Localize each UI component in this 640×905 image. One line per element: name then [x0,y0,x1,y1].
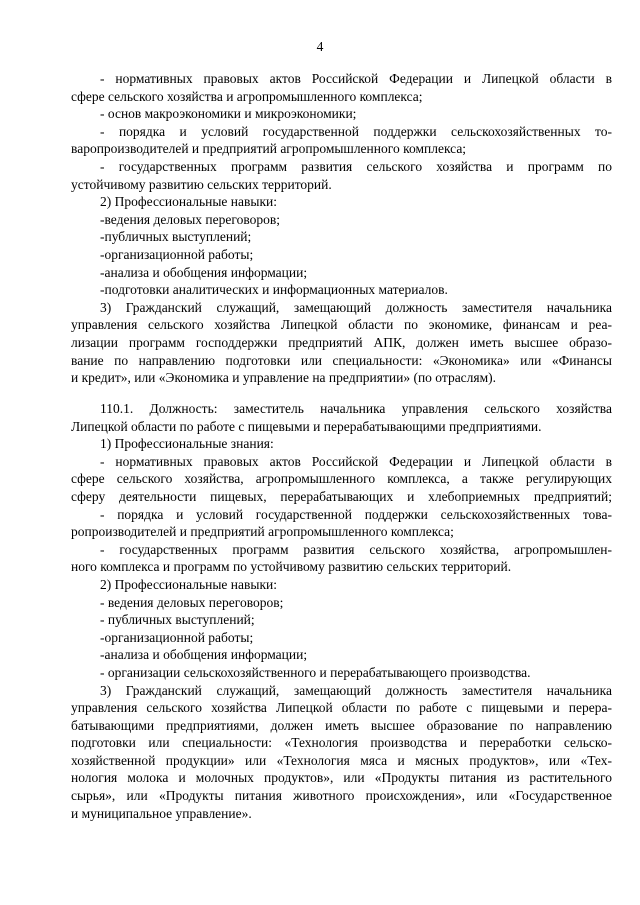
text-line: и муниципальное управление». [71,805,252,821]
text-block-position-110-1 [71,400,612,822]
text-line: хозяйственной продукции» или «Технология мяса и мясных продуктов», или «Тех- [71,752,612,768]
text-line: 1) Профессиональные знания: [100,436,274,452]
text-line: 2) Профессиональные навыки: [100,194,277,210]
text-line: варопроизводителей и предприятий агропромышленного комплекса; [71,141,467,157]
text-line: - государственных программ развития сельского хозяйства, агропромышлен- [100,541,612,557]
text-line: Липецкой области по работе с пищевыми и перерабатывающими предприятиями. [71,418,542,434]
text-line: -организационной работы; [100,246,254,262]
text-line: - основ макроэкономики и микроэкономики; [100,106,357,122]
text-line: сферу деятельности пищевых, перерабатывающих и хлебоприемных предприятий; [71,488,612,504]
text-line: -публичных выступлений; [100,229,252,245]
text-line: -анализа и обобщения информации; [100,647,308,663]
text-line: 3) Гражданский служащий, замещающий должность заместителя начальника [100,299,612,315]
text-block-qualifications-economics [71,70,612,387]
text-line: - нормативных правовых актов Российской Федерации и Липецкой области в [100,453,612,469]
text-line: сфере сельского хозяйства и агропромышленного комплекса; [71,88,423,104]
text-line: -подготовки аналитических и информационных материалов. [100,282,448,298]
text-line: - публичных выступлений; [100,612,255,628]
text-line: и кредит», или «Экономика и управление на предприятии» (по отраслям). [71,370,497,386]
text-line: - порядка и условий государственной поддержки сельскохозяйственных то- [100,123,612,139]
text-line: -ведения деловых переговоров; [100,211,280,227]
text-line: вание по направлению подготовки или специальности: «Экономика» или «Финансы [71,352,612,368]
text-line: 110.1. Должность: заместитель начальника управления сельского хозяйства [100,401,612,416]
text-line: батывающими предприятиями, должен иметь высшее образование по направлению [71,717,612,733]
text-line: управления сельского хозяйства Липецкой области по экономике, финансам и реа- [71,317,612,333]
text-line: - нормативных правовых актов Российской Федерации и Липецкой области в [100,71,612,86]
text-line: подготовки или специальности: «Технология производства и переработки сельско- [71,735,612,751]
text-line: - ведения деловых переговоров; [100,594,284,610]
text-line: - организации сельскохозяйственного и перерабатывающего производства. [100,664,531,680]
text-line: лизации программ господдержки предприятий АПК, должен иметь высшее образо- [71,334,612,350]
text-line: -организационной работы; [100,629,254,645]
text-line: сфере сельского хозяйства, агропромышленного комплекса, а также регулирующих [71,471,612,487]
text-line: 2) Профессиональные навыки: [100,576,277,592]
text-line: -анализа и обобщения информации; [100,264,308,280]
text-line: - государственных программ развития сельского хозяйства и программ по [100,158,612,174]
text-line: - порядка и условий государственной поддержки сельскохозяйственных това- [100,506,612,522]
text-line: управления сельского хозяйства Липецкой области по работе с пищевыми и перера- [71,700,612,716]
text-line: устойчивому развитию сельских территорий. [71,176,332,192]
text-line: ного комплекса и программ по устойчивому развитию сельских территорий. [71,559,512,575]
page-number: 4 [316,39,324,54]
text-line: сырья», или «Продукты питания животного происхождения», или «Государственное [71,788,612,804]
text-line: ропроизводителей и предприятий агропромышленного комплекса; [71,524,454,540]
text-line: нология молока и молочных продуктов», или «Продукты питания из растительного [71,770,612,786]
text-line: 3) Гражданский служащий, замещающий должность заместителя начальника [100,682,612,698]
